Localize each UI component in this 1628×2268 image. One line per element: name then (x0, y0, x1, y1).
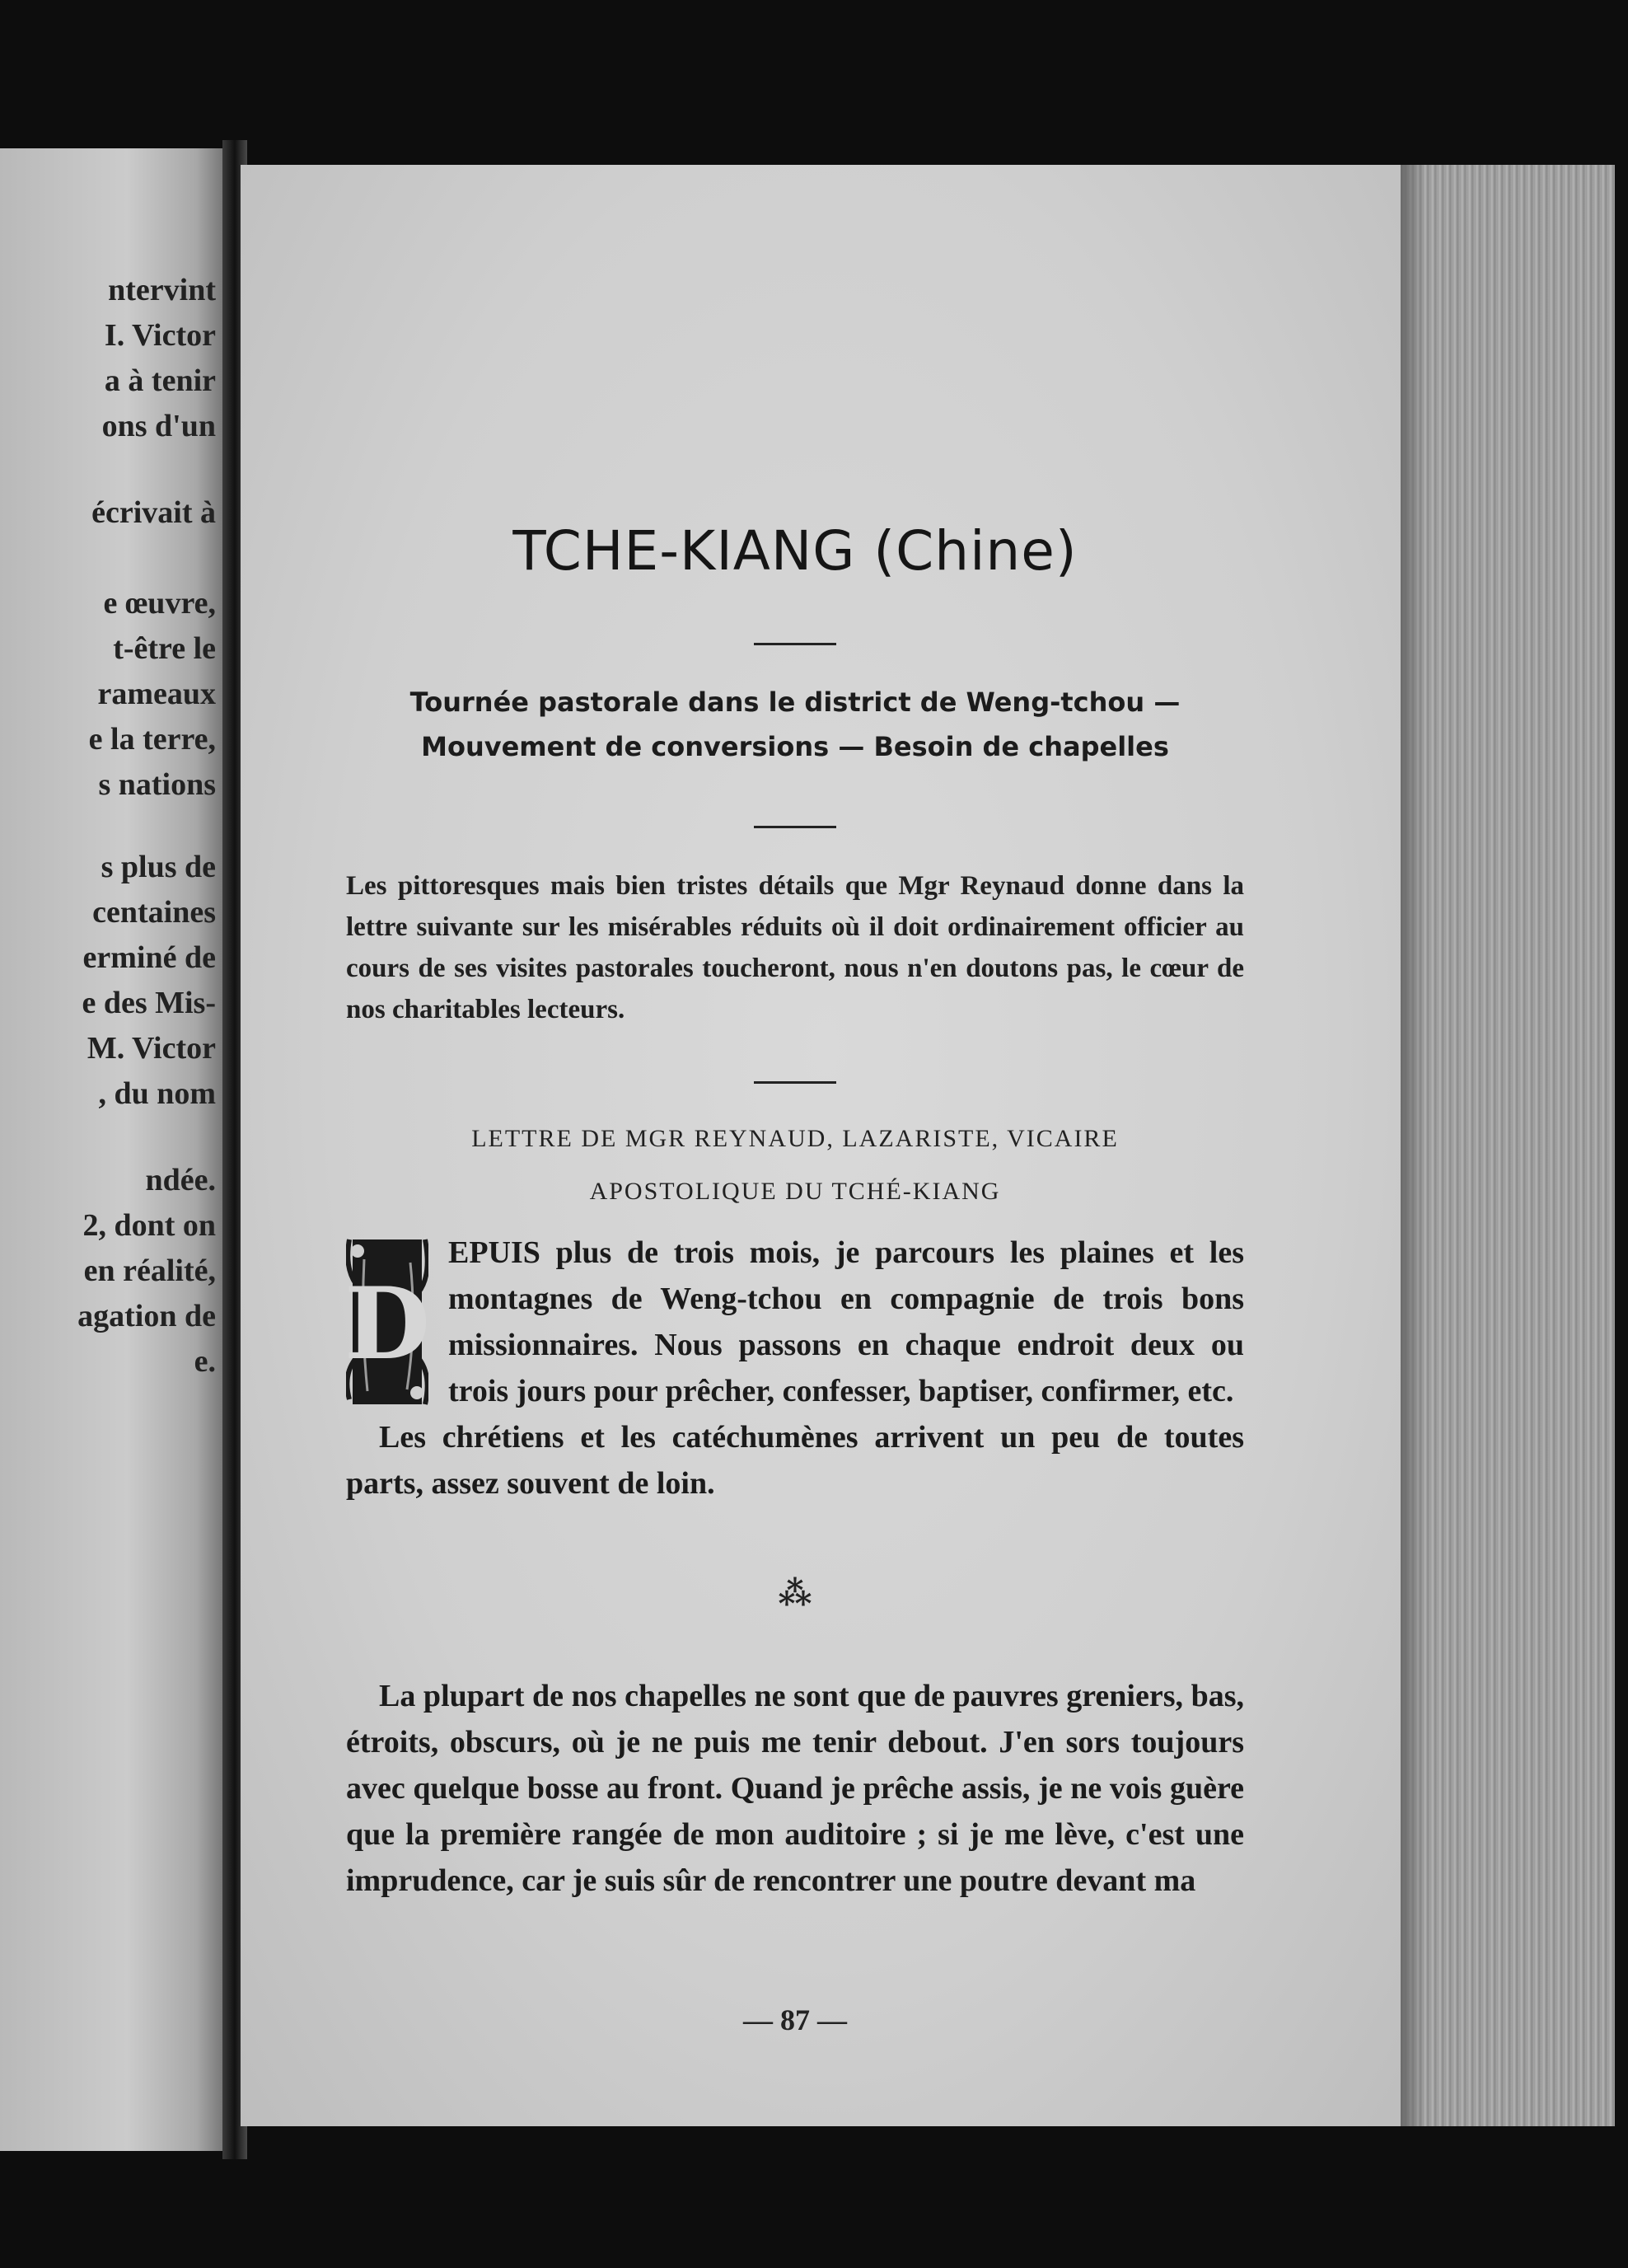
page-number: — 87 — (743, 2003, 847, 2036)
letter-heading-line-1: LETTRE DE MGR REYNAUD, LAZARISTE, VICAIRE (471, 1125, 1119, 1152)
subtitle-line-2: Mouvement de conversions — Besoin de chapelles (421, 731, 1169, 762)
intro-paragraph: Les pittoresques mais bien tristes détails que Mgr Reynaud donne dans la lettre suivante sur les misérables réduits où il doit ordinairement officier au cours de ses visites pastorales toucheront, nous n'en doutons pas, le cœur de nos charitables lecteurs. (346, 871, 1244, 1024)
letter-body-part-2 (346, 1673, 1244, 1904)
left-page-line: e œuvre, (103, 586, 216, 621)
left-page-line: en réalité, (83, 1253, 216, 1288)
title-rule (754, 643, 836, 645)
dropcap (346, 1235, 428, 1413)
paragraph-1 (346, 1230, 1244, 1414)
letter-body-part-1 (346, 1230, 1244, 1507)
section-break-asterism: ⁂ (778, 1575, 812, 1612)
left-page-line: e la terre, (88, 722, 216, 757)
paragraph-1-text: EPUIS plus de trois mois, je parcours les plaines et les montagnes de Weng-tchou en compagnie de trois bons missionnaires. Nous passons en chaque endroit deux ou trois jours pour prêcher, confesser, baptiser, confirmer, etc. (448, 1235, 1244, 1408)
left-page-line: écrivait à (91, 495, 216, 530)
left-page-line: e. (194, 1344, 216, 1379)
subtitle-line-1: Tournée pastorale dans le district de Weng-tchou — (409, 686, 1181, 718)
left-page-line: s plus de (101, 850, 216, 884)
left-page-line: rameaux (97, 677, 216, 711)
paragraph-2: Les chrétiens et les catéchumènes arrivent un peu de toutes parts, assez souvent de loin. (346, 1420, 1244, 1501)
left-page-line: , du nom (98, 1076, 216, 1111)
left-page-line: ndée. (145, 1163, 216, 1197)
left-page-line: agation de (77, 1299, 216, 1333)
intro-rule (754, 1081, 836, 1084)
left-page-line: erminé de (82, 940, 216, 975)
left-page-line: a à tenir (104, 363, 216, 398)
svg-text:D: D (346, 1266, 428, 1382)
letter-heading-line-2: APOSTOLIQUE DU TCHÉ-KIANG (589, 1178, 1001, 1205)
article-title: TCHE-KIANG (Chine) (512, 519, 1078, 583)
left-page-line: s nations (98, 767, 216, 802)
letter-heading (346, 1113, 1244, 1218)
left-page-line: e des Mis- (82, 986, 216, 1020)
ornate-initial-icon (346, 1235, 428, 1413)
left-page-line: t-être le (113, 631, 216, 666)
article-subtitle (346, 680, 1244, 769)
left-page-line: 2, dont on (82, 1208, 216, 1243)
left-page-line: centaines (92, 895, 216, 930)
left-page (0, 148, 231, 2151)
page-edges-shadow (1401, 165, 1425, 2126)
left-page-line: M. Victor (87, 1031, 216, 1066)
left-page-line: ons d'un (101, 409, 216, 443)
paragraph-3: La plupart de nos chapelles ne sont que de pauvres greniers, bas, étroits, obscurs, où je ne puis me tenir debout. J'en sors toujours avec quelque bosse au front. Quand je prêche assis, je ne vois guère que la première rangée de mon auditoire ; si je me lève, c'est une imprudence, car je suis sûr de rencontrer une poutre devant ma (346, 1679, 1244, 1898)
left-page-line: I. Victor (104, 318, 216, 353)
page-edges (1401, 165, 1615, 2126)
left-page-line: ntervint (108, 273, 216, 307)
subtitle-rule (754, 826, 836, 828)
